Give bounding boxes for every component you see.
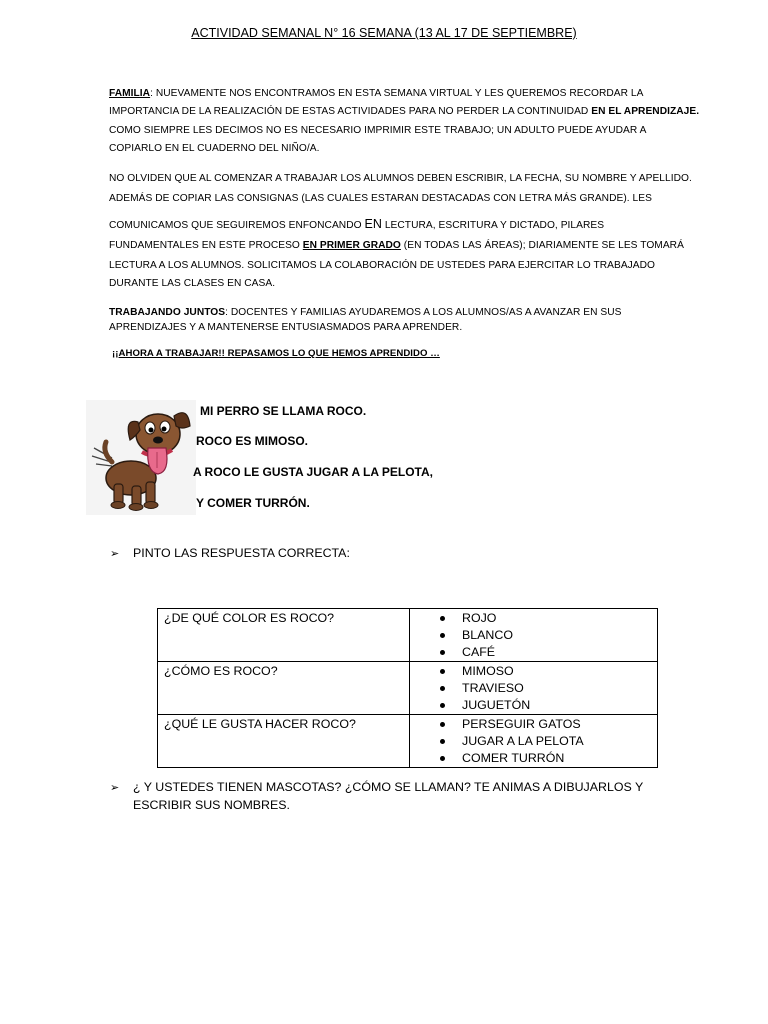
answer-option[interactable] bbox=[410, 627, 657, 644]
bullet-icon bbox=[440, 669, 445, 674]
table-row bbox=[158, 609, 658, 662]
bullet-icon bbox=[440, 650, 445, 655]
instruction-1: PINTO LAS RESPUESTA CORRECTA: bbox=[133, 546, 350, 560]
answer-option-label: BLANCO bbox=[462, 628, 513, 642]
trabajando-juntos-label: TRABAJANDO JUNTOS bbox=[109, 307, 226, 318]
p2-line-5: LECTURA A LOS ALUMNOS. SOLICITAMOS LA COLABORACIÓN DE USTEDES PARA EJERCITAR LO TRABAJADO bbox=[109, 260, 656, 271]
bullet-icon bbox=[440, 616, 445, 621]
answer-option-label: ROJO bbox=[462, 611, 497, 625]
p2-bold-text: EN PRIMER GRADO bbox=[302, 240, 401, 251]
instruction-2-line-2: ESCRIBIR SUS NOMBRES. bbox=[133, 798, 290, 812]
p3-line-2: APRENDIZAJES Y A MANTENERSE ENTUSIASMADOS PARA APRENDER. bbox=[109, 322, 463, 333]
intro-bold-text: EN EL APRENDIZAJE. bbox=[591, 106, 700, 117]
question-cell: ¿CÓMO ES ROCO? bbox=[158, 662, 410, 715]
bullet-icon bbox=[440, 686, 445, 691]
question-table bbox=[157, 608, 658, 768]
dog-illustration bbox=[86, 400, 196, 515]
intro-line-4: COPIARLO EN EL CUADERNO DEL NIÑO/A. bbox=[109, 143, 320, 154]
table-row bbox=[158, 662, 658, 715]
p2-text: COMUNICAMOS QUE SEGUIREMOS ENFONCANDO bbox=[109, 220, 362, 231]
answer-option-label: JUGAR A LA PELOTA bbox=[462, 734, 584, 748]
bullet-icon bbox=[440, 633, 445, 638]
story-line-3: A ROCO LE GUSTA JUGAR A LA PELOTA, bbox=[193, 465, 433, 479]
p2-text: (EN TODAS LAS ÁREAS); DIARIAMENTE SE LES TOMARÁ bbox=[403, 240, 684, 251]
answer-option[interactable] bbox=[410, 716, 657, 733]
bullet-icon bbox=[440, 703, 445, 708]
story-line-2: ROCO ES MIMOSO. bbox=[196, 434, 309, 448]
options-cell bbox=[410, 609, 658, 662]
p3-text: : DOCENTES Y FAMILIAS AYUDAREMOS A LOS ALUMNOS/AS A AVANZAR EN SUS bbox=[225, 307, 622, 318]
page-title: ACTIVIDAD SEMANAL N° 16 SEMANA (13 AL 17 DE SEPTIEMBRE) bbox=[191, 26, 577, 40]
answer-option[interactable] bbox=[410, 750, 657, 767]
answer-option-label: TRAVIESO bbox=[462, 681, 524, 695]
intro-text: : NUEVAMENTE NOS ENCONTRAMOS EN ESTA SEMANA VIRTUAL Y LES QUEREMOS RECORDAR LA bbox=[150, 88, 644, 99]
bullet-icon bbox=[440, 722, 445, 727]
answer-option[interactable] bbox=[410, 697, 657, 714]
p2-line-2: ADEMÁS DE COPIAR LAS CONSIGNAS (LAS CUALES ESTARAN DESTACADAS CON LETRA MÁS GRANDE). LES bbox=[109, 193, 652, 204]
bullet-icon bbox=[440, 739, 445, 744]
intro-line-3: COMO SIEMPRE LES DECIMOS NO ES NECESARIO IMPRIMIR ESTE TRABAJO; UN ADULTO PUEDE AYUDAR A bbox=[109, 125, 647, 136]
question-cell: ¿QUÉ LE GUSTA HACER ROCO? bbox=[158, 715, 410, 768]
answer-option-label: CAFÉ bbox=[462, 645, 496, 659]
intro-text: IMPORTANCIA DE LA REALIZACIÓN DE ESTAS ACTIVIDADES PARA NO PERDER LA CONTINUIDAD bbox=[109, 106, 589, 117]
answer-option[interactable] bbox=[410, 644, 657, 661]
options-cell bbox=[410, 715, 658, 768]
work-heading: ¡¡AHORA A TRABAJAR!! REPASAMOS LO QUE HEMOS APRENDIDO … bbox=[112, 348, 440, 359]
p3-line-1 bbox=[109, 307, 622, 318]
answer-option-label: PERSEGUIR GATOS bbox=[462, 717, 581, 731]
options-cell bbox=[410, 662, 658, 715]
p2-line-3 bbox=[109, 217, 604, 231]
p2-line-6: DURANTE LAS CLASES EN CASA. bbox=[109, 278, 276, 289]
answer-option[interactable] bbox=[410, 733, 657, 750]
answer-option[interactable] bbox=[410, 663, 657, 680]
bullet-icon bbox=[440, 756, 445, 761]
intro-line-1 bbox=[109, 88, 644, 99]
familia-label: FAMILIA bbox=[109, 88, 151, 99]
p2-text: FUNDAMENTALES EN ESTE PROCESO bbox=[109, 240, 300, 251]
p2-en-text: EN bbox=[364, 217, 382, 231]
p2-line-4 bbox=[109, 240, 684, 251]
answer-option-label: MIMOSO bbox=[462, 664, 514, 678]
arrow-bullet-icon: ➢ bbox=[110, 782, 120, 794]
story-line-1: MI PERRO SE LLAMA ROCO. bbox=[200, 404, 367, 418]
answer-option-label: JUGUETÓN bbox=[462, 698, 531, 712]
table-row bbox=[158, 715, 658, 768]
p2-text: LECTURA, ESCRITURA Y DICTADO, PILARES bbox=[384, 220, 605, 231]
p2-line-1: NO OLVIDEN QUE AL COMENZAR A TRABAJAR LOS ALUMNOS DEBEN ESCRIBIR, LA FECHA, SU NOMBRE Y APELLIDO. bbox=[109, 173, 692, 184]
story-line-4: Y COMER TURRÓN. bbox=[196, 496, 310, 510]
answer-option[interactable] bbox=[410, 610, 657, 627]
intro-line-2 bbox=[109, 106, 699, 117]
instruction-2-line-1: ¿ Y USTEDES TIENEN MASCOTAS? ¿CÓMO SE LLAMAN? TE ANIMAS A DIBUJARLOS Y bbox=[133, 780, 644, 794]
arrow-bullet-icon: ➢ bbox=[110, 548, 120, 560]
answer-option[interactable] bbox=[410, 680, 657, 697]
question-cell: ¿DE QUÉ COLOR ES ROCO? bbox=[158, 609, 410, 662]
answer-option-label: COMER TURRÓN bbox=[462, 751, 565, 765]
